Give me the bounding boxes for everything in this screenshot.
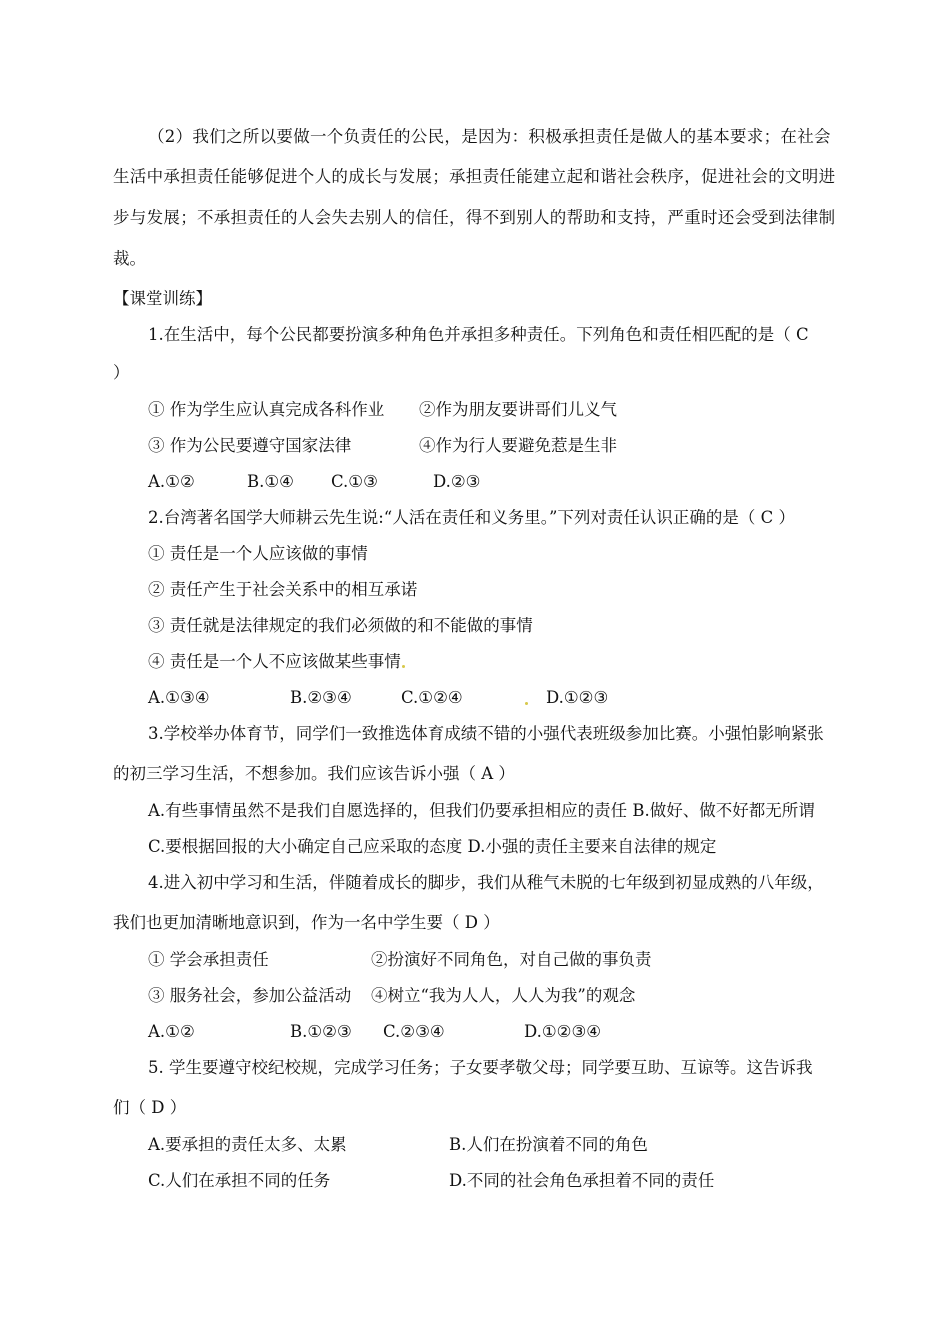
q5-stem-line-2: 们（ D ）: [113, 1098, 187, 1117]
stray-mark: [525, 702, 528, 705]
intro-line-3: 步与发展；不承担责任的人会失去别人的信任，得不到别人的帮助和支持，严重时还会受到法律制: [113, 208, 836, 227]
q4-stem-line-1: 4.进入初中学习和生活，伴随着成长的脚步，我们从稚气未脱的七年级到初显成熟的八年级，: [148, 873, 824, 892]
q2-statement-3: ③ 责任就是法律规定的我们必须做的和不能做的事情: [148, 616, 533, 635]
q4-statement-4: ④树立“我为人人，人人为我”的观念: [371, 986, 636, 1005]
q1-option-b: B.①④: [247, 472, 294, 491]
q1-stem-line-2: ）: [113, 363, 130, 382]
q1-statement-2: ②作为朋友要讲哥们儿义气: [419, 400, 617, 419]
q2-statement-1: ① 责任是一个人应该做的事情: [148, 544, 368, 563]
intro-line-4: 裁。: [113, 249, 146, 268]
q3-stem-line-2: 的初三学习生活，不想参加。我们应该告诉小强（ A ）: [113, 764, 515, 783]
q5-option-c: C.人们在承担不同的任务: [148, 1171, 331, 1190]
q4-stem-line-2: 我们也更加清晰地意识到，作为一名中学生要（ D ）: [113, 913, 500, 932]
q2-option-b: B.②③④: [290, 688, 352, 707]
q4-option-d: D.①②③④: [524, 1022, 602, 1041]
q3-stem-line-1: 3.学校举办体育节，同学们一致推选体育成绩不错的小强代表班级参加比赛。小强怕影响紧张: [148, 724, 824, 743]
q4-option-c: C.②③④: [383, 1022, 445, 1041]
q4-option-a: A.①②: [148, 1022, 195, 1041]
q3-options-cd: C.要根据回报的大小确定自己应采取的态度 D.小强的责任主要来自法律的规定: [148, 837, 717, 856]
q3-options-ab: A.有些事情虽然不是我们自愿选择的，但我们仍要承担相应的责任 B.做好、做不好都无所谓: [148, 801, 815, 820]
q1-option-c: C.①③: [331, 472, 378, 491]
q1-statement-3: ③ 作为公民要遵守国家法律: [148, 436, 352, 455]
intro-line-1: （2）我们之所以要做一个负责任的公民，是因为：积极承担责任是做人的基本要求；在社会: [148, 127, 831, 146]
q5-option-d: D.不同的社会角色承担着不同的责任: [449, 1171, 715, 1190]
q2-stem: 2.台湾著名国学大师耕云先生说:“人活在责任和义务里。”下列对责任认识正确的是（ C ）: [148, 508, 796, 527]
q4-statement-1: ① 学会承担责任: [148, 950, 269, 969]
q2-option-d: D.①②③: [546, 688, 609, 707]
q2-option-c: C.①②④: [401, 688, 463, 707]
q5-stem-line-1: 5. 学生要遵守校纪校规，完成学习任务；子女要孝敬父母；同学要互助、互谅等。这告诉我: [148, 1058, 813, 1077]
q2-statement-2: ② 责任产生于社会关系中的相互承诺: [148, 580, 418, 599]
intro-line-2: 生活中承担责任能够促进个人的成长与发展；承担责任能建立起和谐社会秩序，促进社会的文明进: [113, 167, 836, 186]
q1-option-a: A.①②: [148, 472, 195, 491]
q4-option-b: B.①②③: [290, 1022, 352, 1041]
q4-statement-2: ②扮演好不同角色，对自己做的事负责: [371, 950, 652, 969]
q1-statement-4: ④作为行人要避免惹是生非: [419, 436, 617, 455]
q5-option-a: A.要承担的责任太多、太累: [148, 1135, 347, 1154]
q4-statement-3: ③ 服务社会，参加公益活动: [148, 986, 352, 1005]
q1-option-d: D.②③: [433, 472, 481, 491]
q1-stem-line-1: 1.在生活中，每个公民都要扮演多种角色并承担多种责任。下列角色和责任相匹配的是（ C: [148, 325, 809, 344]
section-title: 【课堂训练】: [113, 289, 212, 308]
q2-statement-4: ④ 责任是一个人不应该做某些事情: [148, 652, 401, 671]
q2-option-a: A.①③④: [148, 688, 210, 707]
q1-statement-1: ① 作为学生应认真完成各科作业: [148, 400, 385, 419]
stray-mark: [402, 665, 405, 668]
q5-option-b: B.人们在扮演着不同的角色: [449, 1135, 648, 1154]
